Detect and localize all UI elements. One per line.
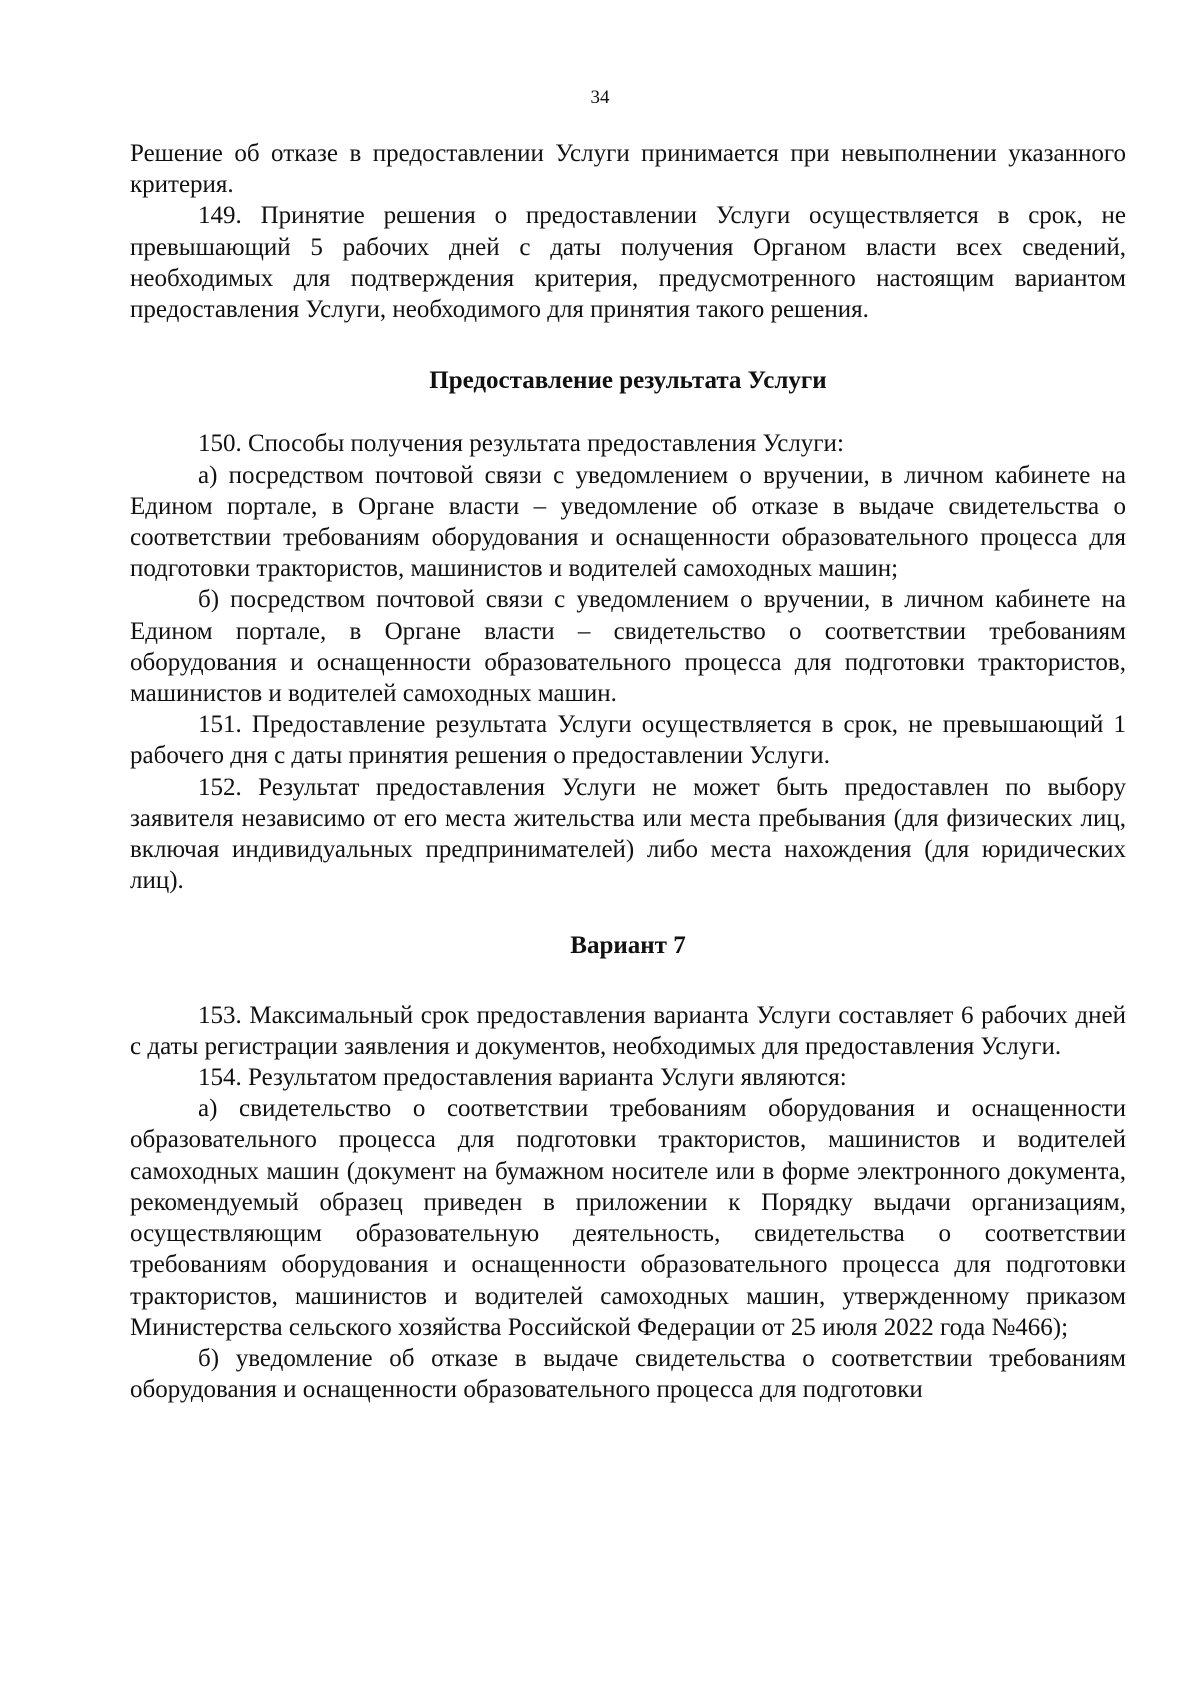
document-body bbox=[130, 138, 1126, 1405]
paragraph-152: 152. Результат предоставления Услуги не может быть предоставлен по выбору заявителя независимо от его места жительства или места пребывания (для физических лиц, включая индивидуальных предпринимателей) либо места нахождения (для юридических лиц). bbox=[130, 773, 1126, 895]
paragraph-refusal-decision: Решение об отказе в предоставлении Услуги принимается при невыполнении указанного критерия. bbox=[130, 140, 1126, 199]
section-heading-variant-7: Вариант 7 bbox=[570, 932, 686, 960]
paragraph-153: 153. Максимальный срок предоставления варианта Услуги составляет 6 рабочих дней с даты регистрации заявления и документов, необходимых для предоставления Услуги. bbox=[130, 1001, 1126, 1060]
page-number: 34 bbox=[590, 87, 610, 108]
paragraph-154: 154. Результатом предоставления варианта Услуги являются: bbox=[198, 1064, 847, 1092]
paragraph-154-a: а) свидетельство о соответствии требованиям оборудования и оснащенности образовательного процесса для подготовки трактористов, машинистов и водителей самоходных машин (документ на бумажном носителе или в форме электронного документа, рекомендуемый образец приведен в приложении к Порядку выдачи организациям, осуществляющим образовательную деятельность, свидетельства о соответствии требованиям оборудования и оснащенности образовательного процесса для подготовки трактористов, машинистов и водителей самоходных машин, утвержденному приказом Министерства сельского хозяйства Российской Федерации от 25 июля 2022 года №466); bbox=[130, 1095, 1126, 1341]
paragraph-151: 151. Предоставление результата Услуги осуществляется в срок, не превышающий 1 рабочего дня с даты принятия решения о предоставлении Услуги. bbox=[130, 711, 1126, 770]
paragraph-150-a: а) посредством почтовой связи с уведомлением о вручении, в личном кабинете на Едином портале, в Органе власти – уведомление об отказе в выдаче свидетельства о соответствии требованиям оборудования и оснащенности образовательного процесса для подготовки трактористов, машинистов и водителей самоходных машин; bbox=[130, 461, 1126, 583]
paragraph-149: 149. Принятие решения о предоставлении Услуги осуществляется в срок, не превышающий 5 рабочих дней с даты получения Органом власти всех сведений, необходимых для подтверждения критерия, предусмотренного настоящим вариантом предоставления Услуги, необходимого для принятия такого решения. bbox=[130, 202, 1126, 324]
paragraph-150: 150. Способы получения результата предоставления Услуги: bbox=[198, 430, 844, 458]
paragraph-154-b: б) уведомление об отказе в выдаче свидетельства о соответствии требованиям оборудования и оснащенности образовательного процесса для подготовки bbox=[130, 1344, 1126, 1404]
paragraph-150-b: б) посредством почтовой связи с уведомлением о вручении, в личном кабинете на Едином портале, в Органе власти – свидетельство о соответствии требованиям оборудования и оснащенности образовательного процесса для подготовки трактористов, машинистов и водителей самоходных машин. bbox=[130, 586, 1126, 708]
section-heading-result: Предоставление результата Услуги bbox=[429, 367, 827, 395]
